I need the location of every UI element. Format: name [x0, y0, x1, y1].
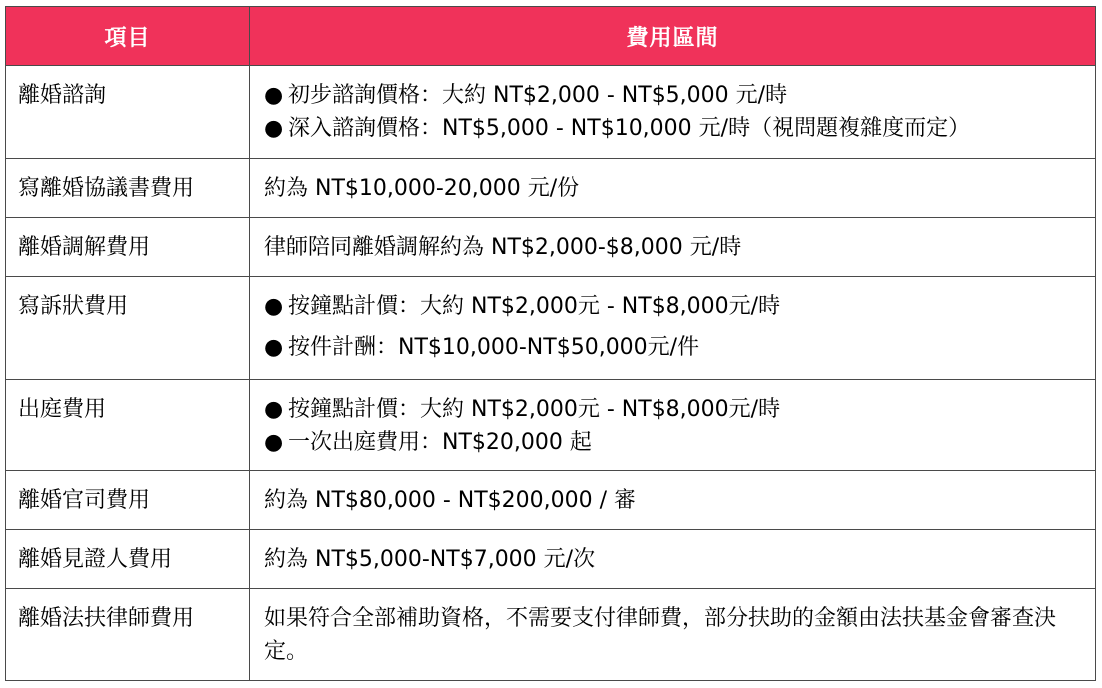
- table-body: [6, 66, 1096, 681]
- fee-line-text: 按鐘點計價：大約 NT$2,000元 - NT$8,000元/時: [288, 397, 781, 422]
- fee-line-text: 一次出庭費用：NT$20,000 起: [288, 430, 592, 455]
- table-row: [6, 218, 1096, 277]
- fee-line: [264, 112, 1083, 145]
- item-cell: 離婚官司費用: [6, 471, 250, 530]
- bullet-icon: ●: [264, 116, 284, 141]
- bullet-icon: ●: [264, 83, 284, 108]
- item-cell: 出庭費用: [6, 380, 250, 471]
- header-fee-range: 費用區間: [250, 7, 1096, 66]
- bullet-icon: ●: [264, 397, 284, 422]
- fee-line: [264, 331, 1083, 364]
- fee-line-text: 按件計酬：NT$10,000-NT$50,000元/件: [288, 335, 700, 360]
- table-row: [6, 530, 1096, 589]
- fee-line: [264, 79, 1083, 112]
- header-item: 項目: [6, 7, 250, 66]
- fee-text: 如果符合全部補助資格，不需要支付律師費，部分扶助的金額由法扶基金會審查決定。: [264, 606, 1057, 664]
- fee-text: 約為 NT$10,000-20,000 元/份: [264, 176, 580, 201]
- table-row: [6, 589, 1096, 681]
- fee-cell: [250, 380, 1096, 471]
- bullet-icon: ●: [264, 294, 284, 319]
- item-cell: 離婚諮詢: [6, 66, 250, 159]
- fee-line-text: 初步諮詢價格：大約 NT$2,000 - NT$5,000 元/時: [288, 83, 788, 108]
- fee-cell: [250, 66, 1096, 159]
- table-row: [6, 277, 1096, 380]
- item-cell: 離婚見證人費用: [6, 530, 250, 589]
- table-row: [6, 159, 1096, 218]
- fee-cell: [250, 589, 1096, 681]
- table-row: [6, 471, 1096, 530]
- item-cell: 寫訴狀費用: [6, 277, 250, 380]
- fee-cell: [250, 159, 1096, 218]
- fee-table: [5, 6, 1096, 681]
- fee-line: [264, 393, 1083, 426]
- item-cell: 離婚法扶律師費用: [6, 589, 250, 681]
- header-row: [6, 7, 1096, 66]
- fee-text: 約為 NT$5,000-NT$7,000 元/次: [264, 547, 596, 572]
- fee-cell: [250, 530, 1096, 589]
- table-row: [6, 66, 1096, 159]
- bullet-icon: ●: [264, 335, 284, 360]
- fee-cell: [250, 277, 1096, 380]
- fee-line: [264, 426, 1083, 459]
- fee-line: [264, 290, 1083, 323]
- fee-text: 律師陪同離婚調解約為 NT$2,000-$8,000 元/時: [264, 235, 742, 260]
- fee-line-text: 按鐘點計價：大約 NT$2,000元 - NT$8,000元/時: [288, 294, 781, 319]
- table-row: [6, 380, 1096, 471]
- fee-text: 約為 NT$80,000 - NT$200,000 / 審: [264, 488, 637, 513]
- table-header: [6, 7, 1096, 66]
- item-cell: 寫離婚協議書費用: [6, 159, 250, 218]
- fee-cell: [250, 471, 1096, 530]
- fee-line-text: 深入諮詢價格：NT$5,000 - NT$10,000 元/時（視問題複雜度而定）: [288, 116, 971, 141]
- fee-cell: [250, 218, 1096, 277]
- bullet-icon: ●: [264, 430, 284, 455]
- item-cell: 離婚調解費用: [6, 218, 250, 277]
